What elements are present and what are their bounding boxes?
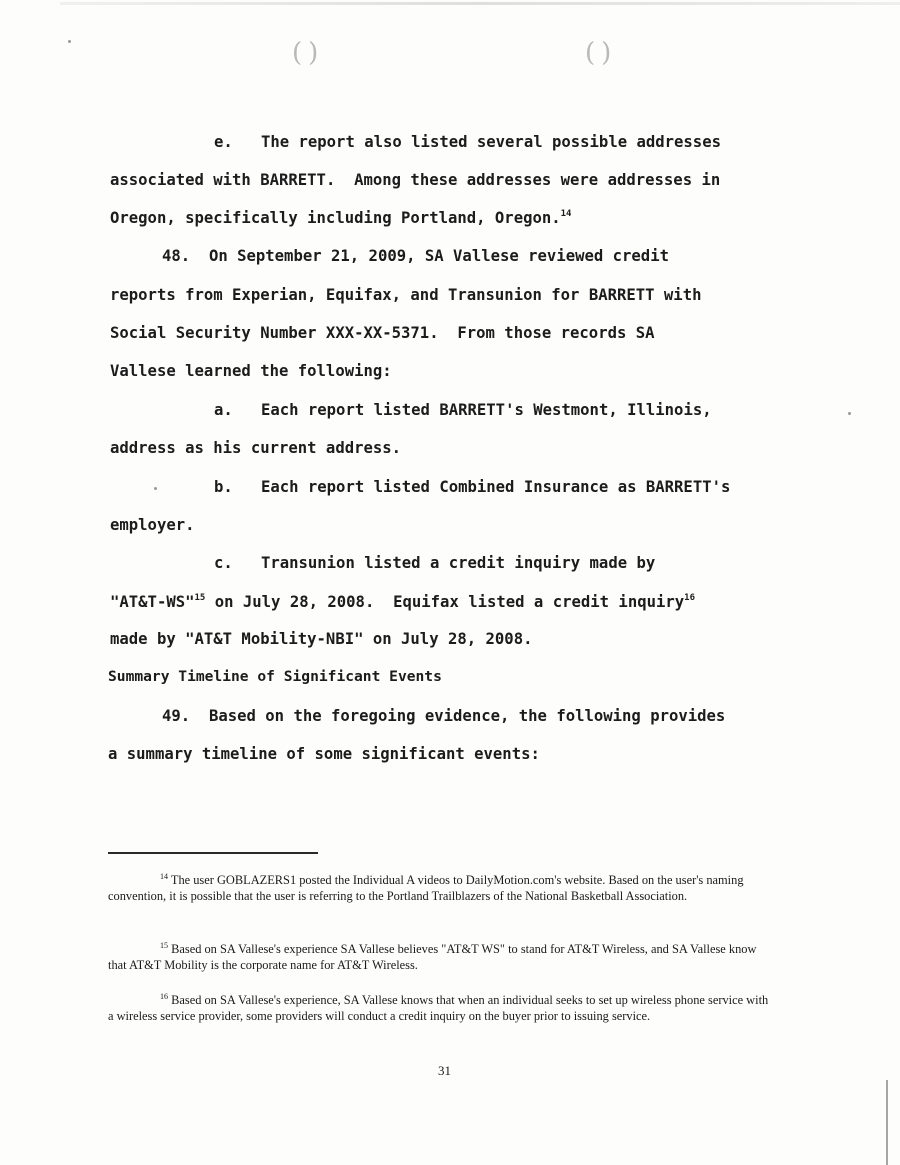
paragraph-b-line-2 [110, 515, 195, 535]
footnote-ref-16: 16 [684, 593, 695, 603]
scan-edge-artifact [60, 2, 900, 5]
paragraph-e-line-3 [110, 208, 571, 228]
paragraph-number: 48. [162, 247, 191, 265]
footnote-ref-15: 15 [194, 593, 206, 603]
footnote-number: 14 [160, 872, 168, 881]
paragraph-text: 's Westmont, Illinois, [505, 401, 712, 419]
paragraph-48-line-4 [110, 361, 392, 381]
paragraph-text: Vallese learned the following: [110, 362, 392, 380]
paragraph-text: "AT&T-WS" [110, 593, 195, 611]
paragraph-text: on July 28, 2008. Equifax listed a credit inquiry [205, 593, 685, 611]
defendant-name: BARRETT [588, 286, 655, 304]
footnote-ref-14: 14 [560, 209, 572, 219]
scan-speck [68, 40, 71, 43]
scan-edge-artifact [886, 1080, 888, 1165]
paragraph-48-line-1 [162, 246, 669, 266]
paragraph-text: address as his current address. [110, 439, 402, 457]
paragraph-text: Transunion listed a credit inquiry made by [260, 554, 656, 572]
paragraph-marker: c. [214, 554, 233, 572]
paragraph-a-line-1 [214, 400, 712, 420]
footnote-15 [108, 942, 773, 973]
punch-hole-mark: () [292, 38, 325, 68]
paragraph-text: associated with [110, 171, 261, 189]
paragraph-text: 's [711, 478, 731, 496]
paragraph-48-line-2 [110, 285, 701, 305]
footnote-text: Based on SA Vallese's experience, SA Vallese knows that when an individual seeks to set up wireless phone service with a wireless service provider, some providers will conduct a credit inquiry on the buyer prior to issuing service. [108, 993, 769, 1023]
footnote-number: 16 [160, 992, 168, 1001]
paragraph-marker: e. [214, 133, 233, 151]
paragraph-49-line-1 [162, 706, 725, 726]
footnote-text: The user GOBLAZERS1 posted the Individual A videos to DailyMotion.com's website. Based on the user's naming convention, it is possible that the user is referring to the Portland Trailblazers of the National Basketball Association. [108, 873, 744, 903]
paragraph-text: employer. [110, 516, 195, 534]
paragraph-b-line-1 [214, 477, 730, 497]
paragraph-text: with [654, 286, 702, 304]
paragraph-text: . Among these addresses were addresses in [325, 171, 721, 189]
scan-speck [848, 412, 851, 415]
footnote-text: Based on SA Vallese's experience SA Vallese believes "AT&T WS" to stand for AT&T Wireless, and SA Vallese know that AT&T Mobility is the corporate name for AT&T Wireless. [108, 942, 757, 972]
paragraph-text: The report also listed several possible addresses [260, 133, 721, 151]
paragraph-49-line-2 [108, 744, 540, 764]
defendant-name: BARRETT [645, 478, 712, 496]
paragraph-text: Based on the foregoing evidence, the following provides [208, 707, 726, 725]
paragraph-text: Each report listed [260, 401, 440, 419]
scan-speck [154, 487, 157, 490]
footnote-number: 15 [160, 941, 168, 950]
paragraph-c-line-1 [214, 553, 655, 573]
defendant-name: BARRETT [260, 171, 326, 189]
page-number: 31 [438, 1063, 451, 1078]
footnote-14 [108, 873, 773, 904]
footnote-16 [108, 993, 773, 1024]
paragraph-c-line-2 [110, 592, 695, 612]
paragraph-48-line-3 [110, 323, 655, 343]
footnote-separator [108, 852, 318, 854]
paragraph-text: Each report listed Combined Insurance as [260, 478, 646, 496]
section-heading: Summary Timeline of Significant Events [108, 668, 442, 685]
paragraph-e-line-2 [110, 170, 720, 190]
paragraph-text: Social Security Number XXX-XX-5371. From those records SA [110, 324, 655, 342]
paragraph-number: 49. [162, 707, 191, 725]
paragraph-text: Oregon, specifically including Portland, Oregon. [110, 209, 561, 227]
paragraph-text: On September 21, 2009, SA Vallese reviewed credit [208, 247, 669, 265]
paragraph-text: made by "AT&T Mobility-NBI" on July 28, 2008. [110, 630, 533, 648]
paragraph-text: reports from Experian, Equifax, and Transunion for [110, 286, 589, 304]
punch-hole-mark: () [585, 38, 618, 68]
paragraph-marker: b. [214, 478, 233, 496]
paragraph-text: a summary timeline of some significant events: [108, 745, 540, 763]
paragraph-e-line-1 [214, 132, 721, 152]
paragraph-a-line-2 [110, 438, 401, 458]
paragraph-c-line-3 [110, 629, 532, 649]
paragraph-marker: a. [214, 401, 233, 419]
defendant-name: BARRETT [439, 401, 506, 419]
